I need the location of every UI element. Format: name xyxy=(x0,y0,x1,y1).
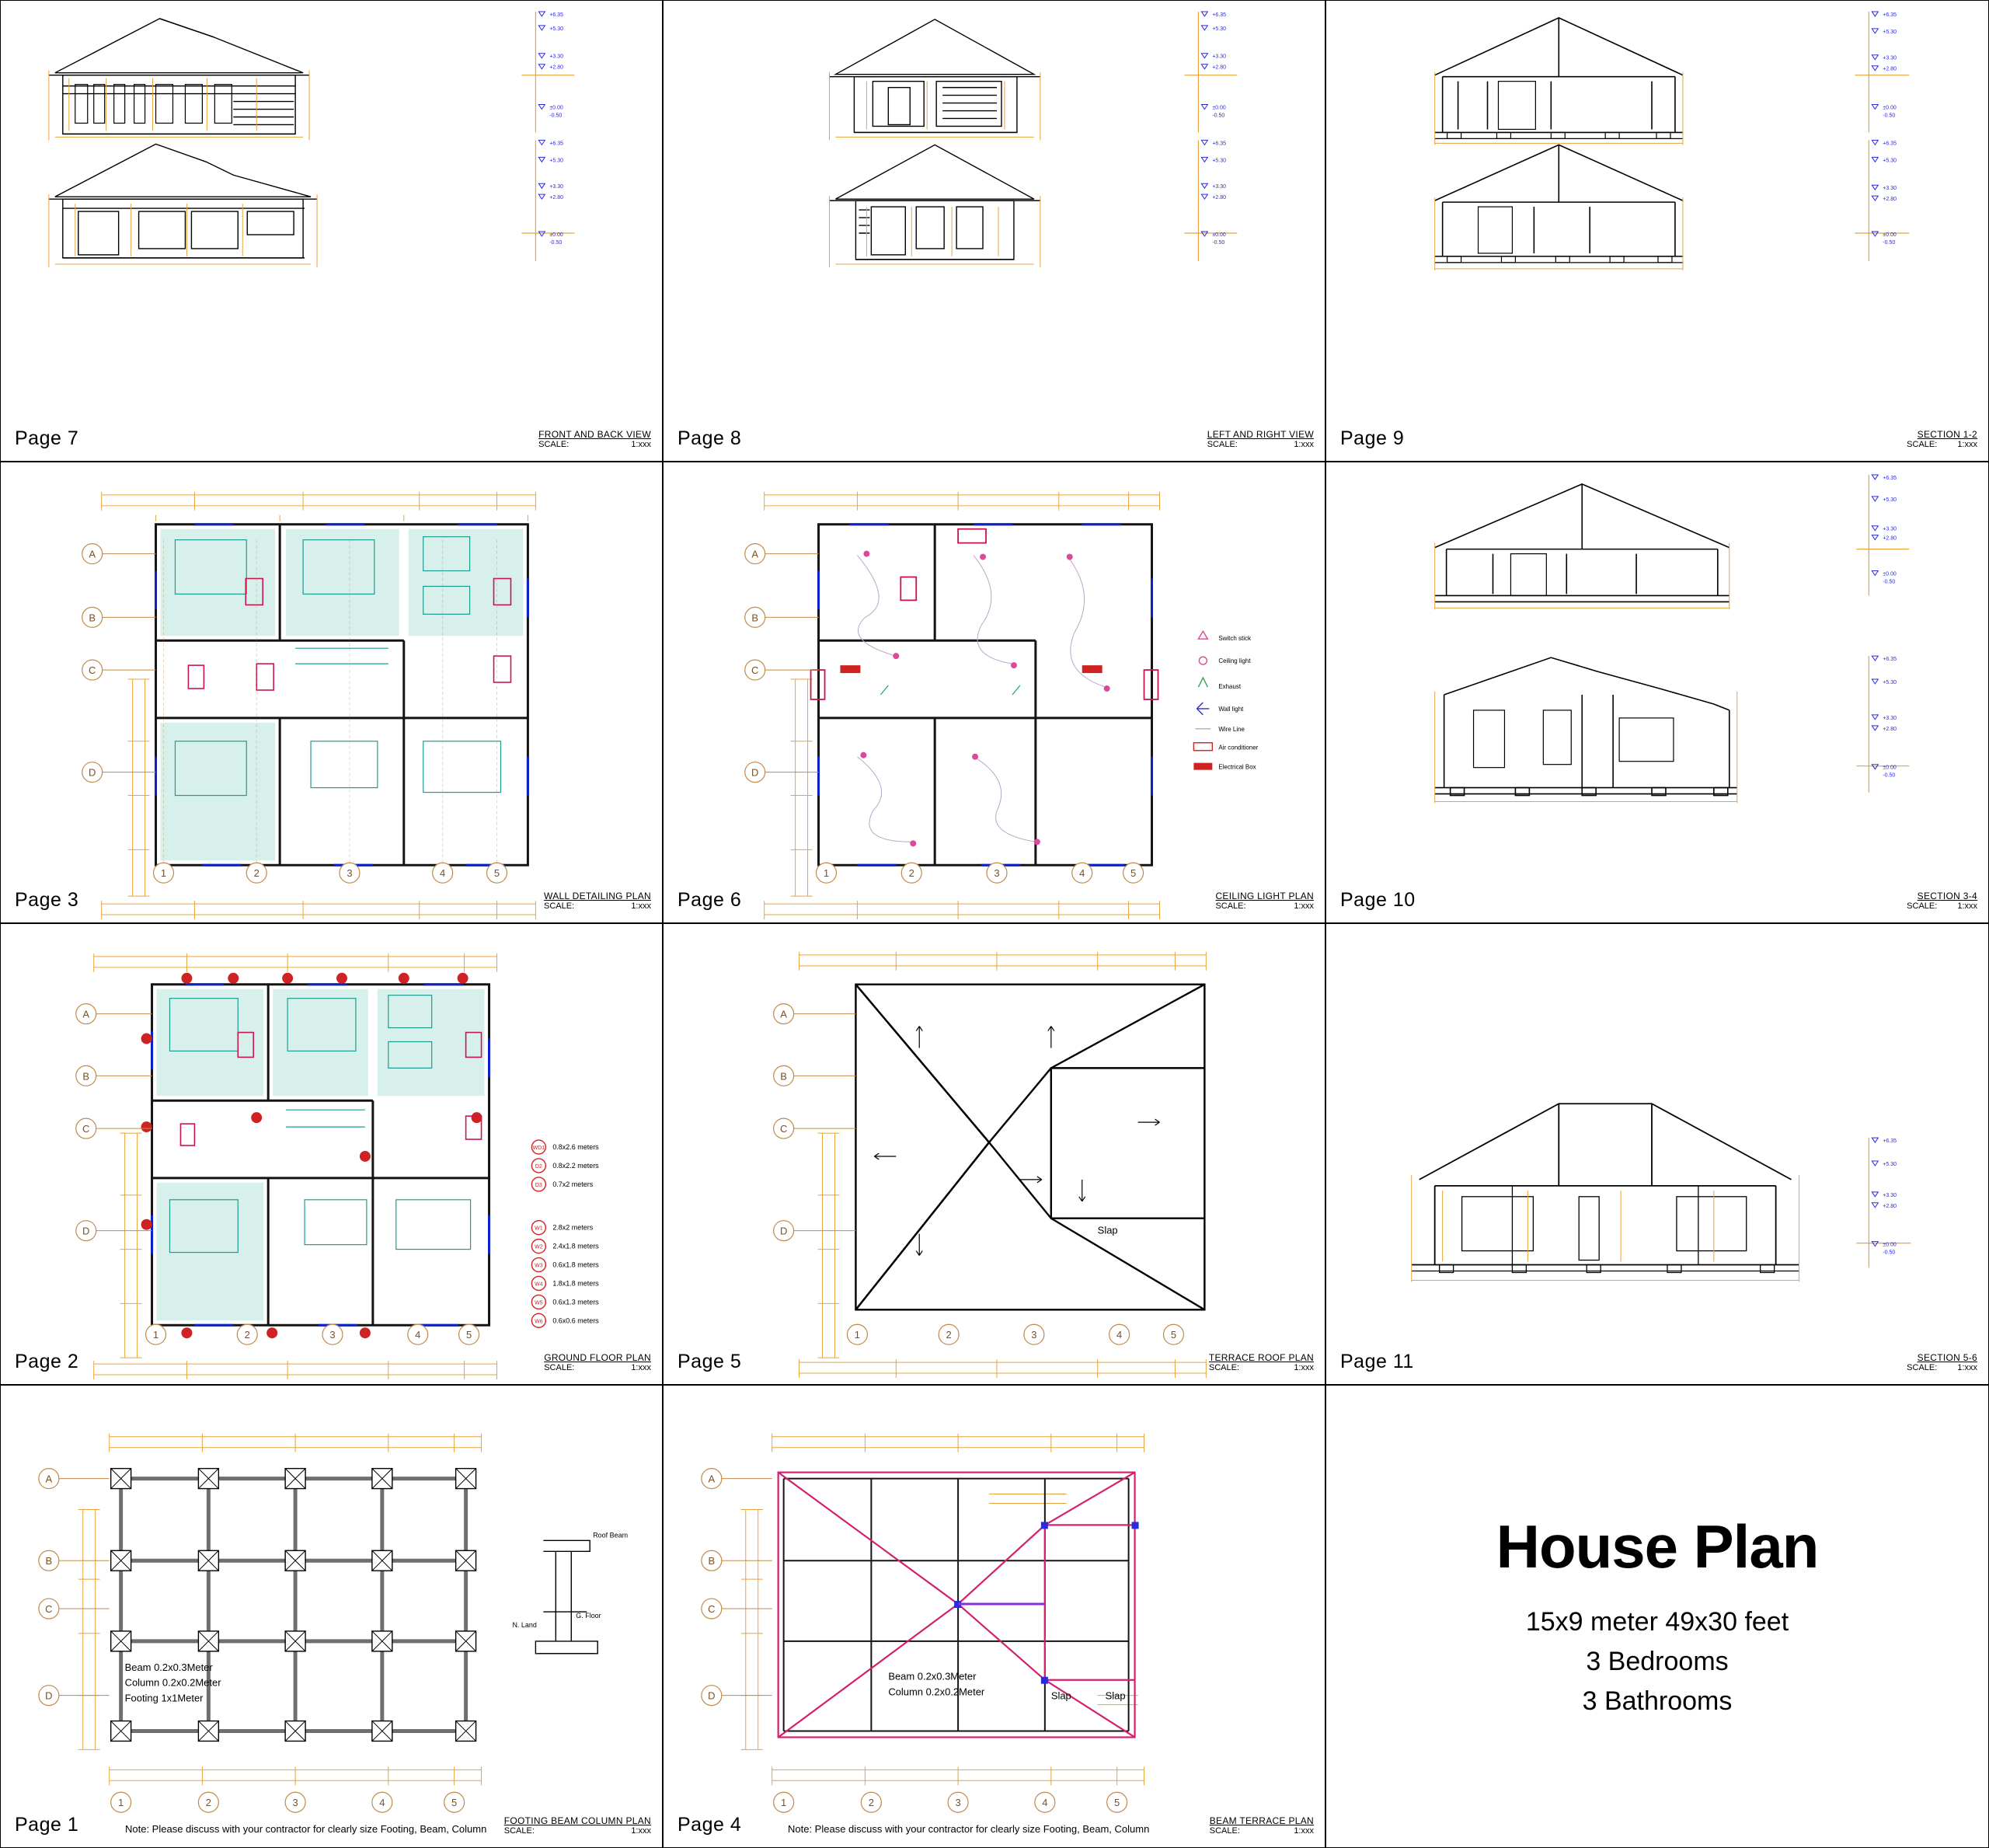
svg-text:±0.00: ±0.00 xyxy=(1883,765,1897,771)
svg-text:-0.50: -0.50 xyxy=(1883,772,1896,779)
svg-text:B: B xyxy=(45,1555,53,1567)
svg-text:+6.35: +6.35 xyxy=(1883,475,1897,481)
page-label: Page 7 xyxy=(15,427,79,449)
drawing-title: LEFT AND RIGHT VIEW xyxy=(1207,428,1314,440)
svg-text:B: B xyxy=(89,612,96,624)
svg-text:+3.30: +3.30 xyxy=(1212,184,1226,190)
svg-text:+5.30: +5.30 xyxy=(1883,497,1897,503)
svg-text:A: A xyxy=(45,1473,53,1485)
svg-text:+5.30: +5.30 xyxy=(549,26,563,32)
svg-text:Beam 0.2x0.3Meter: Beam 0.2x0.3Meter xyxy=(124,1661,213,1673)
scale-value: 1:xxx xyxy=(1294,1363,1314,1373)
drawing-cell-footing-beam-column-plan[interactable] xyxy=(0,1385,663,1848)
svg-text:A: A xyxy=(751,548,759,560)
svg-text:-0.50: -0.50 xyxy=(549,113,563,119)
svg-text:Footing 1x1Meter: Footing 1x1Meter xyxy=(124,1692,204,1704)
svg-text:Column 0.2x0.2Meter: Column 0.2x0.2Meter xyxy=(888,1686,985,1698)
svg-text:+6.35: +6.35 xyxy=(1212,12,1226,18)
svg-text:±0.00: ±0.00 xyxy=(1212,105,1226,111)
svg-text:1: 1 xyxy=(118,1797,124,1809)
svg-text:+3.30: +3.30 xyxy=(1883,715,1897,721)
cover-dimensions: 15x9 meter 49x30 feet xyxy=(1525,1607,1789,1637)
title-block xyxy=(544,1353,651,1373)
svg-text:N. Land: N. Land xyxy=(512,1620,537,1629)
drawing-cell-section-5-6[interactable] xyxy=(1325,923,1989,1385)
drawing-cell-cover xyxy=(1325,1385,1989,1848)
svg-text:D: D xyxy=(708,1689,716,1702)
scale-label: SCALE: xyxy=(544,1363,575,1373)
drawing-cell-front-back-view[interactable] xyxy=(0,0,663,462)
svg-text:+3.30: +3.30 xyxy=(549,54,563,60)
page-label: Page 9 xyxy=(1340,427,1405,449)
svg-text:+5.30: +5.30 xyxy=(1883,680,1897,686)
scale-label: SCALE: xyxy=(1215,901,1246,912)
svg-text:+3.30: +3.30 xyxy=(1883,526,1897,532)
title-block xyxy=(1907,430,1977,450)
drawing-cell-section-3-4[interactable] xyxy=(1325,462,1989,923)
svg-text:+5.30: +5.30 xyxy=(1212,158,1226,164)
svg-text:2.4x1.8 meters: 2.4x1.8 meters xyxy=(552,1242,599,1250)
svg-text:+5.30: +5.30 xyxy=(1883,158,1897,164)
drawing-title: FRONT AND BACK VIEW xyxy=(538,428,651,440)
title-block xyxy=(1207,430,1314,450)
svg-text:B: B xyxy=(780,1070,787,1083)
drawing-title: CEILING LIGHT PLAN xyxy=(1215,890,1314,901)
page-label: Page 2 xyxy=(15,1351,79,1372)
svg-text:-0.50: -0.50 xyxy=(1883,579,1896,585)
drawing-title: SECTION 5-6 xyxy=(1917,1351,1977,1363)
svg-text:-0.50: -0.50 xyxy=(1212,113,1225,119)
svg-text:W2: W2 xyxy=(535,1244,543,1250)
svg-text:Ceiling light: Ceiling light xyxy=(1218,657,1251,665)
svg-text:±0.00: ±0.00 xyxy=(1883,1242,1897,1248)
svg-text:+2.80: +2.80 xyxy=(1883,726,1897,732)
svg-text:+3.30: +3.30 xyxy=(1883,55,1897,61)
svg-text:Slap: Slap xyxy=(1097,1224,1118,1236)
svg-text:5: 5 xyxy=(465,1329,472,1341)
title-block xyxy=(538,430,651,450)
scale-label: SCALE: xyxy=(538,440,570,450)
svg-text:Electrical Box: Electrical Box xyxy=(1218,763,1256,771)
contractor-note: Note: Please discuss with your contractor for clearly size Footing, Beam, Column xyxy=(788,1823,1150,1835)
page-label: Page 8 xyxy=(678,427,742,449)
svg-text:+2.80: +2.80 xyxy=(1212,195,1226,201)
svg-text:+5.30: +5.30 xyxy=(1883,1161,1897,1167)
section-5-6-drawing xyxy=(1326,924,1988,1384)
svg-text:5: 5 xyxy=(1130,867,1137,880)
scale-value: 1:xxx xyxy=(1294,1826,1314,1836)
page-label: Page 10 xyxy=(1340,889,1416,911)
page-label: Page 6 xyxy=(678,889,742,911)
svg-text:0.6x0.6 meters: 0.6x0.6 meters xyxy=(552,1316,599,1325)
svg-text:+2.80: +2.80 xyxy=(1883,197,1897,203)
svg-text:2: 2 xyxy=(244,1329,250,1341)
svg-text:W6: W6 xyxy=(535,1319,543,1325)
svg-text:3: 3 xyxy=(329,1329,336,1341)
svg-text:2: 2 xyxy=(205,1797,211,1809)
cover-title: House Plan xyxy=(1496,1512,1819,1581)
svg-text:G. Floor: G. Floor xyxy=(576,1611,601,1620)
scale-label: SCALE: xyxy=(544,901,575,912)
svg-text:Wall light: Wall light xyxy=(1218,705,1244,713)
title-block xyxy=(1215,891,1314,912)
svg-text:2.8x2 meters: 2.8x2 meters xyxy=(552,1223,594,1232)
ceiling-light-plan-drawing xyxy=(664,462,1325,922)
section-3-4-drawing xyxy=(1326,462,1988,922)
svg-text:D3: D3 xyxy=(535,1182,542,1188)
svg-text:5: 5 xyxy=(1170,1329,1177,1341)
drawing-title: FOOTING BEAM COLUMN PLAN xyxy=(503,1815,651,1826)
svg-text:A: A xyxy=(89,548,96,560)
scale-value: 1:xxx xyxy=(1957,901,1977,912)
svg-text:C: C xyxy=(779,1123,788,1135)
svg-text:C: C xyxy=(89,664,96,677)
svg-text:D: D xyxy=(82,1225,90,1237)
svg-text:+6.35: +6.35 xyxy=(1883,12,1897,18)
title-block xyxy=(544,891,651,912)
svg-text:+6.35: +6.35 xyxy=(1883,1138,1897,1145)
scale-label: SCALE: xyxy=(1907,901,1938,912)
cover-bathrooms: 3 Bathrooms xyxy=(1582,1686,1733,1716)
svg-text:Column 0.2x0.2Meter: Column 0.2x0.2Meter xyxy=(124,1676,221,1689)
svg-text:Exhaust: Exhaust xyxy=(1218,683,1242,691)
svg-text:3: 3 xyxy=(292,1797,298,1809)
page-label: Page 5 xyxy=(678,1351,742,1372)
svg-text:+3.30: +3.30 xyxy=(1883,1192,1897,1198)
svg-text:B: B xyxy=(751,612,759,624)
svg-text:5: 5 xyxy=(1114,1797,1120,1809)
svg-text:C: C xyxy=(708,1603,716,1616)
drawing-title: WALL DETAILING PLAN xyxy=(544,890,651,901)
title-block xyxy=(1907,891,1977,912)
drawing-cell-left-right-view[interactable] xyxy=(663,0,1325,462)
svg-text:+6.35: +6.35 xyxy=(1212,141,1226,147)
beam-terrace-plan-drawing xyxy=(664,1386,1325,1847)
svg-text:1: 1 xyxy=(152,1329,159,1341)
svg-text:3: 3 xyxy=(347,867,353,880)
svg-text:1: 1 xyxy=(160,867,167,880)
page-label: Page 11 xyxy=(1340,1351,1414,1372)
svg-text:±0.00: ±0.00 xyxy=(1212,232,1226,238)
svg-text:B: B xyxy=(82,1070,90,1083)
svg-text:+2.80: +2.80 xyxy=(549,65,563,71)
scale-label: SCALE: xyxy=(1907,440,1938,450)
title-block xyxy=(1907,1353,1977,1373)
svg-text:W5: W5 xyxy=(535,1300,543,1306)
svg-text:Slap: Slap xyxy=(1105,1689,1126,1702)
svg-text:Roof Beam: Roof Beam xyxy=(593,1531,629,1539)
svg-text:-0.50: -0.50 xyxy=(549,239,563,246)
drawing-title: SECTION 1-2 xyxy=(1917,428,1977,440)
scale-value: 1:xxx xyxy=(631,901,651,912)
svg-text:D2: D2 xyxy=(535,1163,542,1170)
svg-text:0.7x2 meters: 0.7x2 meters xyxy=(552,1180,594,1188)
svg-text:±0.00: ±0.00 xyxy=(1883,105,1897,111)
svg-text:C: C xyxy=(45,1603,53,1616)
scale-label: SCALE: xyxy=(1209,1826,1240,1836)
svg-text:0.6x1.3 meters: 0.6x1.3 meters xyxy=(552,1298,599,1306)
svg-text:+2.80: +2.80 xyxy=(1883,535,1897,542)
title-block xyxy=(1210,1816,1314,1836)
drawing-cell-terrace-roof-plan[interactable] xyxy=(663,923,1325,1385)
svg-text:0.6x1.8 meters: 0.6x1.8 meters xyxy=(552,1260,599,1269)
svg-text:0.8x2.2 meters: 0.8x2.2 meters xyxy=(552,1161,599,1170)
drawing-title: TERRACE ROOF PLAN xyxy=(1208,1351,1314,1363)
svg-text:-0.50: -0.50 xyxy=(1883,1250,1896,1256)
svg-text:4: 4 xyxy=(1116,1329,1123,1341)
scale-value: 1:xxx xyxy=(1294,440,1314,450)
drawing-cell-wall-detailing-plan[interactable] xyxy=(0,462,663,923)
svg-text:4: 4 xyxy=(1079,867,1085,880)
drawing-title: SECTION 3-4 xyxy=(1917,890,1977,901)
svg-text:B: B xyxy=(708,1555,716,1567)
svg-text:+5.30: +5.30 xyxy=(549,158,563,164)
svg-text:4: 4 xyxy=(379,1797,385,1809)
svg-text:4: 4 xyxy=(415,1329,421,1341)
ground-floor-plan-drawing xyxy=(1,924,662,1384)
svg-text:Wire Line: Wire Line xyxy=(1218,725,1245,733)
svg-text:A: A xyxy=(780,1008,787,1020)
svg-text:D: D xyxy=(89,766,96,779)
svg-text:Switch stick: Switch stick xyxy=(1218,635,1251,643)
svg-text:1.8x1.8 meters: 1.8x1.8 meters xyxy=(552,1279,599,1288)
scale-value: 1:xxx xyxy=(1957,440,1977,450)
title-block xyxy=(504,1816,651,1836)
scale-label: SCALE: xyxy=(1208,1363,1240,1373)
wall-detailing-plan-drawing xyxy=(1,462,662,922)
scale-label: SCALE: xyxy=(1207,440,1238,450)
svg-text:WD1: WD1 xyxy=(532,1145,545,1152)
svg-text:+5.30: +5.30 xyxy=(1212,26,1226,32)
svg-text:2: 2 xyxy=(946,1329,952,1341)
section-1-2-drawing xyxy=(1326,1,1988,461)
svg-text:5: 5 xyxy=(451,1797,458,1809)
svg-text:1: 1 xyxy=(823,867,830,880)
terrace-roof-plan-drawing xyxy=(664,924,1325,1384)
footing-beam-column-plan-drawing xyxy=(1,1386,662,1847)
drawing-cell-beam-terrace-plan[interactable] xyxy=(663,1385,1325,1848)
scale-value: 1:xxx xyxy=(1294,901,1314,912)
svg-text:W4: W4 xyxy=(535,1281,543,1288)
svg-text:5: 5 xyxy=(493,867,500,880)
cover-block xyxy=(1326,1386,1988,1847)
svg-text:D: D xyxy=(45,1689,53,1702)
svg-text:+3.30: +3.30 xyxy=(1883,186,1897,192)
svg-text:±0.00: ±0.00 xyxy=(549,105,563,111)
svg-text:W1: W1 xyxy=(535,1226,543,1232)
svg-text:±0.00: ±0.00 xyxy=(1883,232,1897,238)
drawing-cell-ground-floor-plan[interactable] xyxy=(0,923,663,1385)
svg-text:2: 2 xyxy=(908,867,914,880)
drawing-cell-section-1-2[interactable] xyxy=(1325,0,1989,462)
svg-text:±0.00: ±0.00 xyxy=(549,232,563,238)
page-label: Page 4 xyxy=(678,1814,742,1836)
svg-text:Slap: Slap xyxy=(1050,1689,1071,1702)
scale-value: 1:xxx xyxy=(631,1363,651,1373)
svg-text:C: C xyxy=(82,1123,90,1135)
svg-text:Air conditioner: Air conditioner xyxy=(1218,744,1259,751)
contractor-note: Note: Please discuss with your contractor for clearly size Footing, Beam, Column xyxy=(125,1823,487,1835)
svg-text:+2.80: +2.80 xyxy=(549,195,563,201)
svg-text:3: 3 xyxy=(994,867,1000,880)
svg-text:+2.80: +2.80 xyxy=(1883,1203,1897,1209)
left-right-view-drawing xyxy=(664,1,1325,461)
svg-text:2: 2 xyxy=(253,867,260,880)
svg-text:+6.35: +6.35 xyxy=(1883,657,1897,663)
svg-text:Beam 0.2x0.3Meter: Beam 0.2x0.3Meter xyxy=(888,1670,977,1682)
scale-label: SCALE: xyxy=(503,1826,535,1836)
page-label: Page 1 xyxy=(15,1814,79,1836)
svg-text:D: D xyxy=(779,1225,788,1237)
svg-text:3: 3 xyxy=(955,1797,961,1809)
page-label: Page 3 xyxy=(15,889,79,911)
svg-text:A: A xyxy=(82,1008,90,1020)
svg-text:1: 1 xyxy=(854,1329,861,1341)
svg-text:D: D xyxy=(751,766,759,779)
svg-text:+5.30: +5.30 xyxy=(1883,29,1897,35)
drawing-title: BEAM TERRACE PLAN xyxy=(1209,1815,1314,1826)
svg-text:+6.35: +6.35 xyxy=(549,141,563,147)
svg-text:4: 4 xyxy=(440,867,446,880)
scale-label: SCALE: xyxy=(1907,1363,1938,1373)
svg-text:-0.50: -0.50 xyxy=(1883,239,1896,246)
svg-text:+6.35: +6.35 xyxy=(549,12,563,18)
scale-value: 1:xxx xyxy=(1957,1363,1977,1373)
svg-text:4: 4 xyxy=(1042,1797,1048,1809)
drawing-cell-ceiling-light-plan[interactable] xyxy=(663,462,1325,923)
svg-text:+3.30: +3.30 xyxy=(549,184,563,190)
svg-text:-0.50: -0.50 xyxy=(1212,239,1225,246)
scale-value: 1:xxx xyxy=(631,1826,651,1836)
drawing-title: GROUND FLOOR PLAN xyxy=(544,1351,651,1363)
svg-text:+6.35: +6.35 xyxy=(1883,141,1897,147)
svg-text:A: A xyxy=(708,1473,716,1485)
svg-text:-0.50: -0.50 xyxy=(1883,113,1896,119)
svg-text:+2.80: +2.80 xyxy=(1883,66,1897,72)
front-back-view-drawing xyxy=(1,1,662,461)
svg-text:+2.80: +2.80 xyxy=(1212,65,1226,71)
svg-text:W3: W3 xyxy=(535,1263,543,1269)
svg-text:0.8x2.6 meters: 0.8x2.6 meters xyxy=(552,1143,599,1152)
svg-text:3: 3 xyxy=(1031,1329,1037,1341)
svg-text:C: C xyxy=(751,664,759,677)
cover-bedrooms: 3 Bedrooms xyxy=(1586,1647,1729,1676)
svg-text:±0.00: ±0.00 xyxy=(1883,571,1897,577)
svg-text:1: 1 xyxy=(781,1797,787,1809)
scale-value: 1:xxx xyxy=(631,440,651,450)
title-block xyxy=(1209,1353,1314,1373)
svg-text:+3.30: +3.30 xyxy=(1212,54,1226,60)
svg-text:2: 2 xyxy=(868,1797,874,1809)
